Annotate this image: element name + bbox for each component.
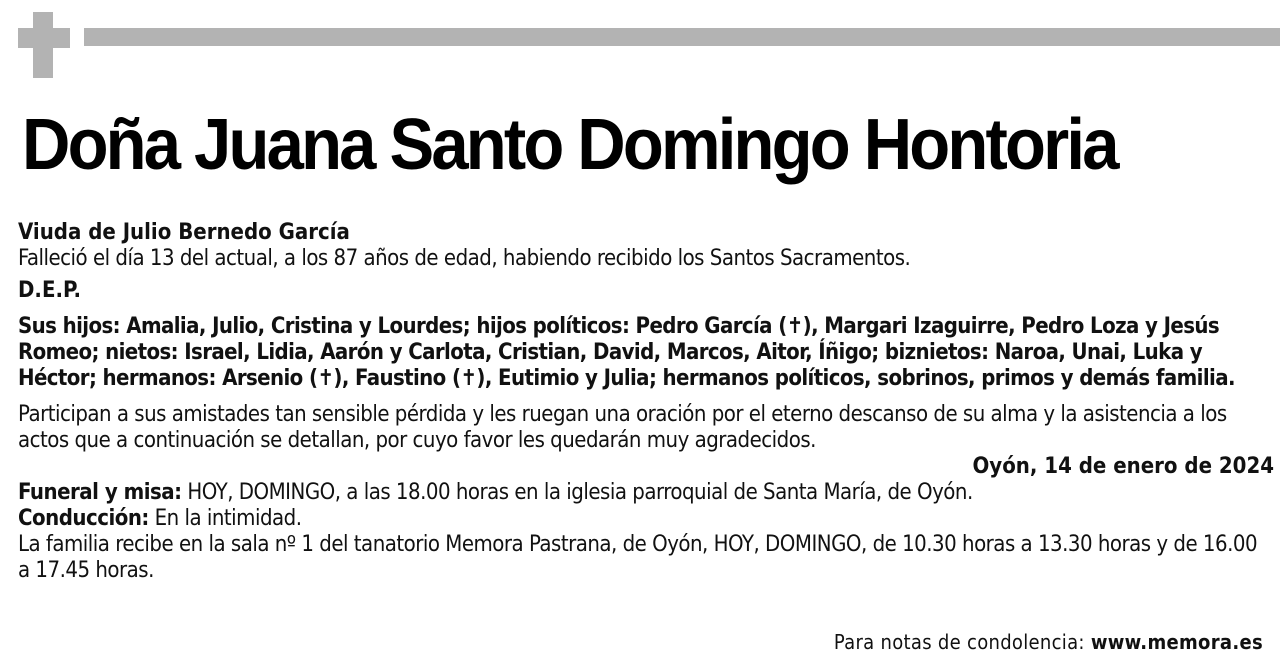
funeral-label: Funeral y misa: <box>18 480 182 505</box>
relatives-text: ), Faustino ( <box>333 366 461 391</box>
conduccion-line <box>18 506 1268 532</box>
condolence-footer <box>834 630 1263 654</box>
condolence-link[interactable]: www.memora.es <box>1090 630 1263 654</box>
relatives-list <box>18 314 1268 392</box>
deceased-cross-icon: ✝ <box>786 314 803 339</box>
funeral-text: HOY, DOMINGO, a las 18.00 horas en la iglesia parroquial de Santa María, de Oyón. <box>181 480 973 505</box>
footer-label: Para notas de condolencia: <box>833 630 1091 654</box>
funeral-line <box>18 480 1268 506</box>
death-notice: Falleció el día 13 del actual, a los 87 años de edad, habiendo recibido los Santos Sacramentos. <box>18 246 911 271</box>
widow-of: Viuda de Julio Bernedo García <box>18 220 350 245</box>
request-text: Participan a sus amistades tan sensible pérdida y les ruegan una oración por el eterno descanso de su alma y la asistencia a los actos que a continuación se detallan, por cuyo favor les quedarán muy agradecidos. <box>18 402 1227 453</box>
family-receives: La familia recibe en la sala nº 1 del tanatorio Memora Pastrana, de Oyón, HOY, DOMINGO, de 10.30 horas a 13.30 horas y de 16.00 a 17.45 horas. <box>18 532 1258 583</box>
relatives-text: ), Eutimio y Julia; hermanos políticos, sobrinos, primos y demás familia. <box>476 366 1235 391</box>
relatives-text: Sus hijos: Amalia, Julio, Cristina y Lourdes; hijos políticos: Pedro García ( <box>18 314 787 339</box>
deceased-cross-icon: ✝ <box>460 366 477 391</box>
conduccion-label: Conducción: <box>18 506 149 531</box>
cross-icon-horizontal <box>18 28 70 48</box>
header-rule <box>84 28 1280 46</box>
relatives-text: ), Margari Izaguirre, Pedro Loza y Jesús Romeo; nietos: Israel, Lidia, Aarón y Carlota, Cristian, David, Marcos, Aitor, Íñigo; biznietos: Naroa, Unai, Luka y Héctor; hermanos: Arsenio ( <box>18 314 1220 391</box>
conduccion-text: En la intimidad. <box>148 506 302 531</box>
dep-label: D.E.P. <box>18 278 81 303</box>
deceased-cross-icon: ✝ <box>317 366 334 391</box>
deceased-name: Doña Juana Santo Domingo Hontoria <box>22 105 1117 185</box>
obituary-body <box>18 220 1274 584</box>
place-date: Oyón, 14 de enero de 2024 <box>972 454 1274 479</box>
